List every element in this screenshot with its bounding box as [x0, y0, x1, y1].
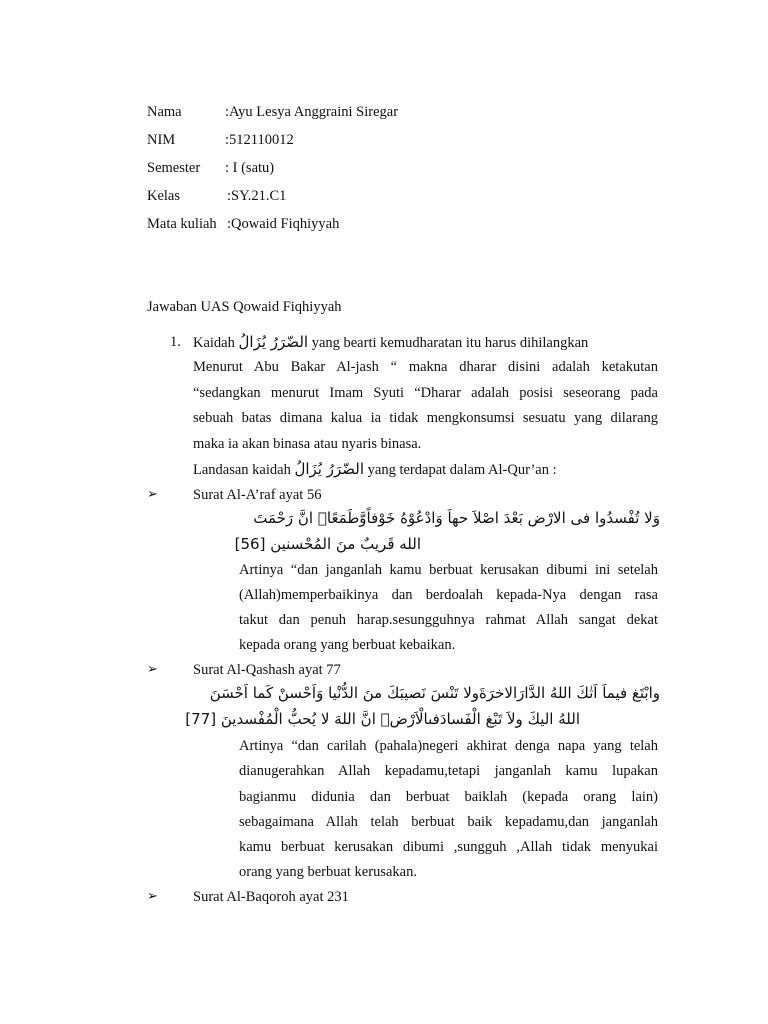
kaidah-rest: yang bearti kemudharatan itu harus dihilangkan [311, 335, 589, 351]
header-row-nama [147, 103, 398, 121]
landasan-prefix: Landasan kaidah [193, 462, 291, 478]
header-label: NIM [147, 132, 176, 148]
translation-line: (Allah)memperbaikinya dan berdoalah kepada-Nya dengan rasa [239, 587, 658, 603]
kaidah-line [193, 331, 588, 354]
translation-line: kepada orang yang berbuat kebaikan. [239, 637, 456, 653]
paragraph-line: maka ia akan binasa atau nyaris binasa. [193, 436, 422, 452]
arabic-verse-line: وابْتَغ فيماَ اَتٰكَ اللهُ الدَّارَالاخرَةَولا تَنْسَ نَصيبَكَ منَ الدُّنْيا وَاَحْسنْ كَما اَحْسَنَ [209, 684, 660, 702]
landasan-suffix: yang terdapat dalam Al-Qur’an : [367, 462, 557, 478]
kaidah-word: Kaidah [193, 335, 235, 351]
paragraph-line: “sedangkan menurut Imam Syuti “Dharar adalah posisi seseorang pada [193, 385, 658, 401]
translation-line: dianugerahkan Allah kepadamu,tetapi janganlah kamu lupakan [239, 763, 658, 779]
translation-line: Artinya “dan carilah (pahala)negeri akhirat denga napa yang telah [239, 738, 658, 754]
surah-heading: Surat Al-Qashash ayat 77 [193, 662, 341, 678]
arabic-verse-line: وَلا تُفْسدُوا فى الارْض بَعْدَ اصْلاَ حهاَ وَادْعُوْهُ خَوْفاًوَّطَمَعًاۗ انَّ رَحْمَتَ [253, 509, 660, 527]
document-title: Jawaban UAS Qowaid Fiqhiyyah [147, 299, 342, 315]
translation-line: bagianmu didunia dan berbuat baiklah (kepada orang lain) [239, 789, 658, 805]
arrow-bullet-icon: ➢ [147, 889, 158, 904]
header-label: Mata kuliah [147, 216, 217, 232]
arrow-bullet-icon: ➢ [147, 662, 158, 677]
kaidah-arabic: الضّرَرُ يُزَالُ [238, 333, 309, 351]
surah-heading: Surat Al-Baqoroh ayat 231 [193, 889, 349, 905]
header-value: :Qowaid Fiqhiyyah [227, 216, 340, 232]
header-label: Nama [147, 104, 182, 120]
header-row-kelas [147, 187, 286, 205]
header-value: :Ayu Lesya Anggraini Siregar [225, 104, 399, 120]
translation-line: takut dan penuh harap.sesungguhnya rahmat Allah sangat dekat [239, 612, 658, 628]
landasan-arabic: الضّرَرُ يُزَالُ [294, 460, 365, 478]
header-row-mata-kuliah [147, 215, 339, 233]
header-label: Semester [147, 160, 201, 176]
header-label: Kelas [147, 188, 181, 204]
landasan-line [193, 458, 557, 481]
arrow-bullet-icon: ➢ [147, 487, 158, 502]
list-number: 1. [170, 334, 181, 350]
translation-line: kamu berbuat kerusakan dibumi ,sungguh ,Allah tidak menyukai [239, 839, 658, 855]
translation-line: Artinya “dan janganlah kamu berbuat kerusakan dibumi ini setelah [239, 562, 658, 578]
surah-heading: Surat Al-A’raf ayat 56 [193, 487, 322, 503]
arabic-verse-line: الله قَريبٌ منَ المُحْسنين [56] [234, 535, 421, 553]
header-value: :512110012 [225, 132, 294, 148]
paragraph-line: Menurut Abu Bakar Al-jash “ makna dharar disini adalah ketakutan [193, 359, 658, 375]
translation-line: orang yang berbuat kerusakan. [239, 864, 417, 880]
arabic-verse-line: اللهُ اليكَ ولاَ تَبْغ الْفَسادَفىالْاَرْضۗ انَّ اللهَ لا يُحبُّ الْمُفْسدينَ [77] [185, 710, 580, 728]
paragraph-line: sebuah batas dimana kalua ia tidak mengkonsumsi sesuatu yang dilarang [193, 410, 658, 426]
header-value: :SY.21.C1 [227, 188, 287, 204]
header-row-semester [147, 159, 274, 177]
translation-line: sebagaimana Allah telah berbuat baik kepadamu,dan janganlah [239, 814, 658, 830]
header-value: : I (satu) [225, 160, 275, 176]
header-row-nim [147, 131, 294, 149]
